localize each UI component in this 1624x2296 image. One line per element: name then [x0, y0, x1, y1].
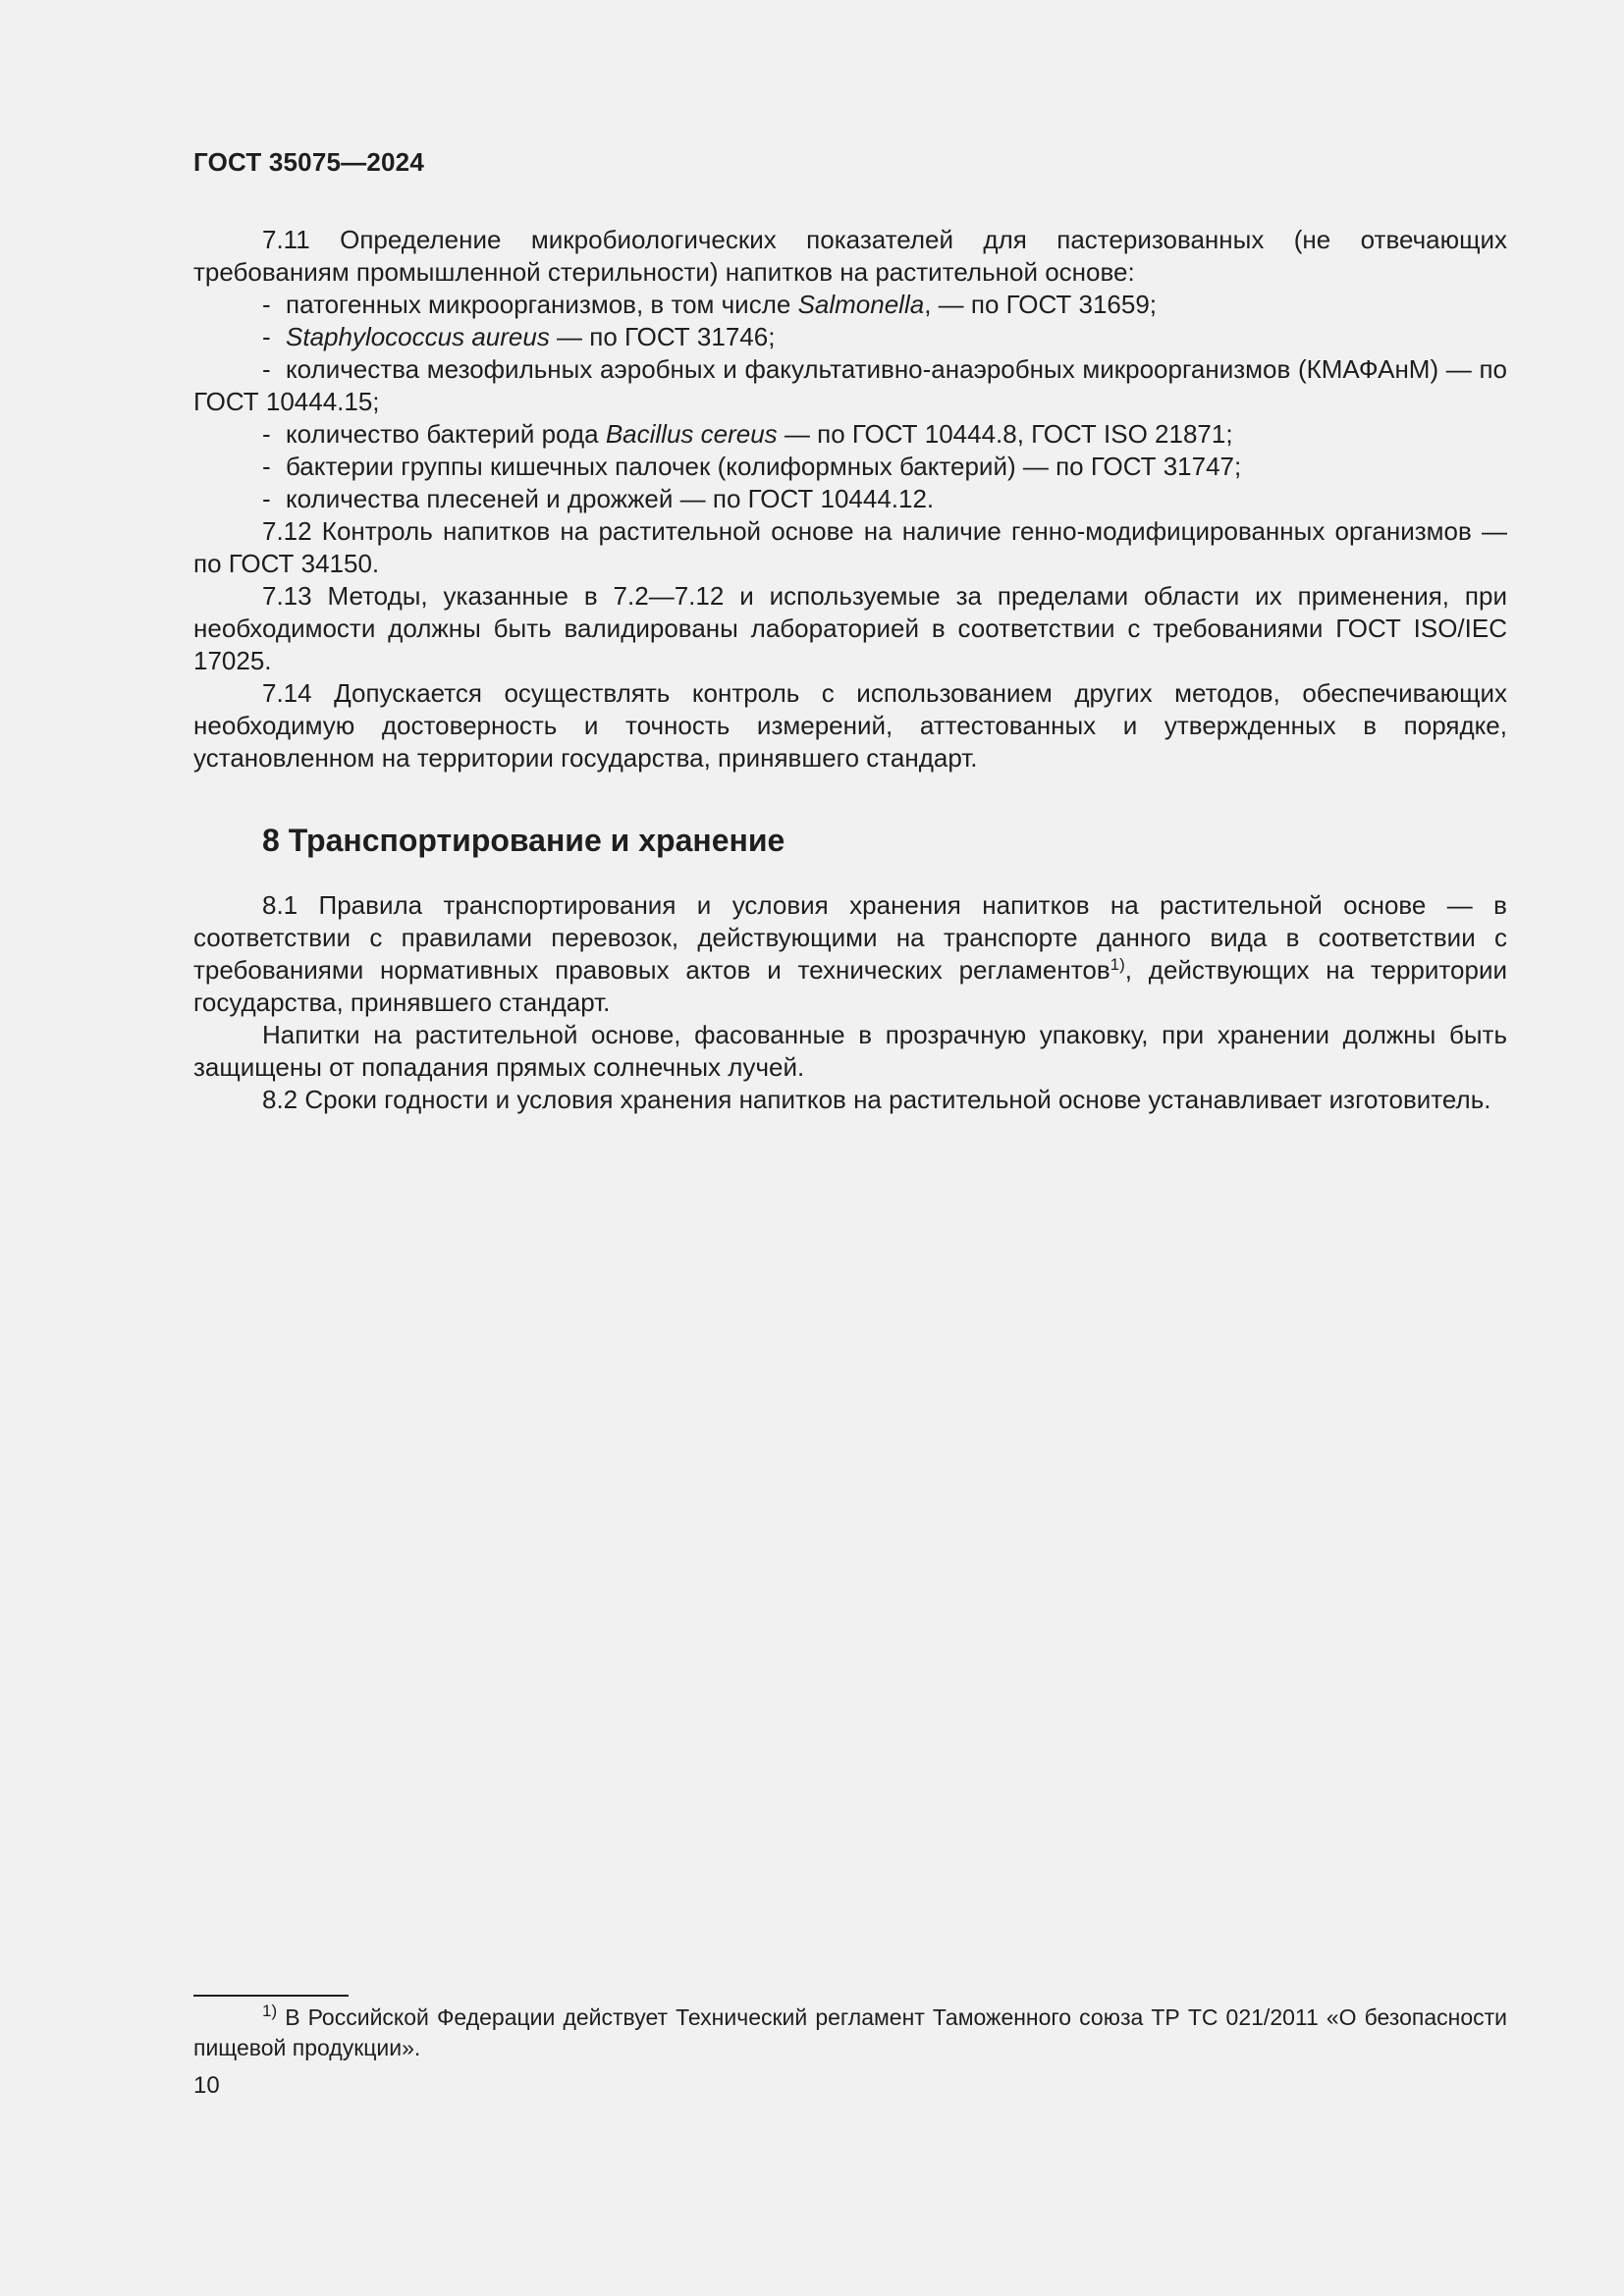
- list-dash: -: [262, 290, 271, 319]
- clause-7-12: 7.12 Контроль напитков на растительной основе на наличие генно-модифицированных организмов — по ГОСТ 34150.: [193, 516, 1507, 578]
- clause-7-13: 7.13 Методы, указанные в 7.2—7.12 и используемые за пределами области их применения, при необходимости должны быть валидированы лабораторией в соответствии с требованиями ГОСТ ISO/IEC 17025.: [193, 581, 1507, 675]
- list-item: - количество бактерий рода Bacillus cereus — по ГОСТ 10444.8, ГОСТ ISO 21871;: [262, 419, 1233, 449]
- list-item: - количества мезофильных аэробных и факультативно-анаэробных микроорганизмов (КМАФАнМ) — по ГОСТ 10444.15;: [193, 354, 1507, 416]
- clause-8-2: 8.2 Сроки годности и условия хранения напитков на растительной основе устанавливает изготовитель.: [262, 1085, 1491, 1114]
- list-item: - патогенных микроорганизмов, в том числе Salmonella, — по ГОСТ 31659;: [262, 290, 1158, 319]
- clause-7-11-intro: 7.11 Определение микробиологических показателей для пастеризованных (не отвечающих требованиям промышленной стерильности) напитков на растительной основе:: [193, 225, 1507, 287]
- footnote: $^{1)}$ В Российской Федерации действует Технический регламент Таможенного союза ТР ТС 021/2011 «О безопасности пищевой продукции».: [193, 2002, 1507, 2060]
- body-text: [193, 224, 1507, 1116]
- list-dash: -: [262, 419, 271, 449]
- footnote-marker: 1): [262, 2002, 278, 2020]
- list-dash: -: [262, 354, 271, 384]
- list-dash: -: [262, 484, 271, 513]
- footnote-reference[interactable]: 1): [1110, 955, 1125, 974]
- list-item: - количества плесеней и дрожжей — по ГОСТ 10444.12.: [262, 484, 935, 513]
- clause-7-14: 7.14 Допускается осуществлять контроль с использованием других методов, обеспечивающих необходимую достоверность и точность измерений, аттестованных и утвержденных в порядке, установленном на территории государства, принявшего стандарт.: [193, 678, 1507, 773]
- list-dash: -: [262, 452, 271, 481]
- document-header: ГОСТ 35075—2024: [193, 147, 424, 177]
- page-number: 10: [193, 2072, 220, 2099]
- footnote-divider: [193, 1995, 349, 1997]
- section-8-title: 8 Транспортирование и хранение: [262, 823, 785, 858]
- list-item: - Staphylococcus aureus — по ГОСТ 31746;: [262, 322, 776, 351]
- clause-8-1: 8.1 Правила транспортирования и условия хранения напитков на растительной основе — в соответствии с правилами перевозок, действующими на транспорте данного вида в соответствии с требованиями нормативных правовых актов и технических регламентов$^{1)}$, действующих на территории государства, принявшего стандарт.: [193, 890, 1507, 1017]
- list-dash: -: [262, 322, 271, 351]
- list-item: - бактерии группы кишечных палочек (колиформных бактерий) — по ГОСТ 31747;: [262, 452, 1242, 481]
- clause-8-1-paragraph-2: Напитки на растительной основе, фасованные в прозрачную упаковку, при хранении должны быть защищены от попадания прямых солнечных лучей.: [193, 1020, 1507, 1082]
